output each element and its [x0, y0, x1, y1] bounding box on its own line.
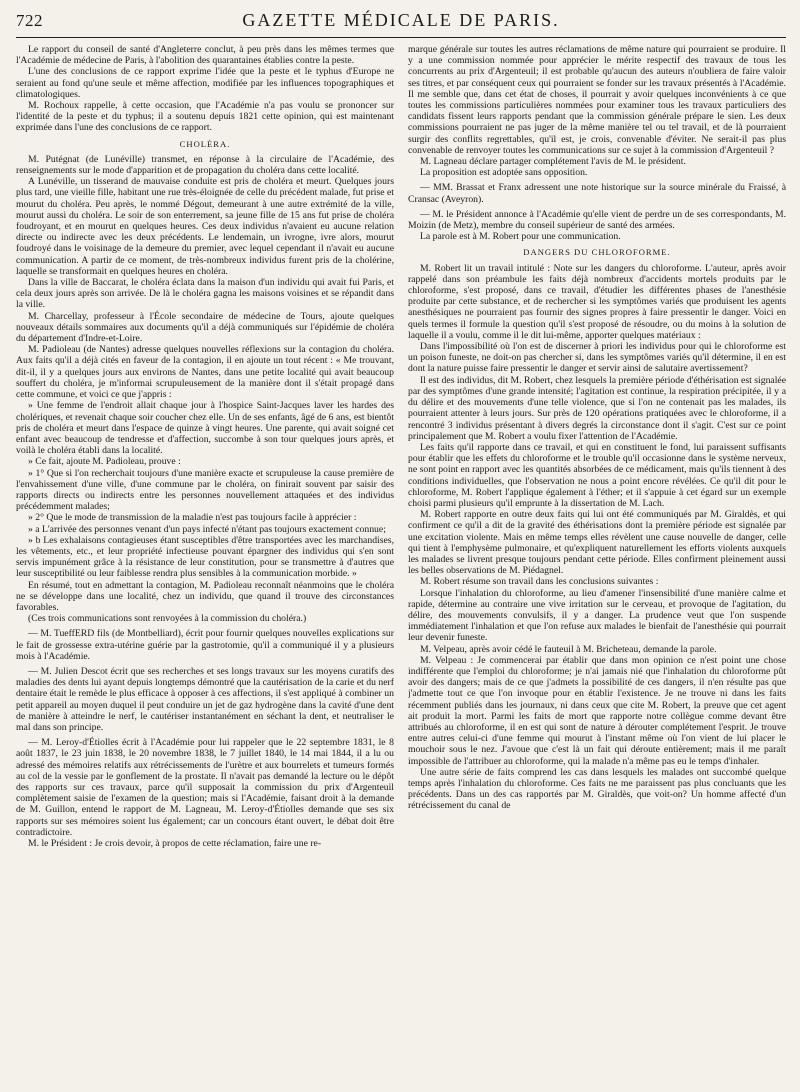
- paragraph: Une autre série de faits comprend les cas dans lesquels les malades ont succombé quelque temps après l'inhalation du chloroforme. Ces faits ne me paraissent pas plus concluants que les précédents. Dans un des cas rapportés par M. Giraldès, que voit-on? Un homme affecté d'un rétrécissement du canal de: [408, 766, 786, 812]
- paragraph: » Ce fait, ajoute M. Padioleau, prouve :: [28, 456, 181, 468]
- section-heading-chloroform: DANGERS DU CHLOROFORME.: [523, 247, 671, 258]
- paragraph: — M. TueffERD fils (de Montbelliard), écrit pour fournir quelques nouvelles explications sur le fait de grossesse extra-utérine guérie par la gastrotomie, qu'il a communiqué il y a plusieurs mois à l'Académie.: [16, 628, 394, 662]
- paragraph: M. Charcellay, professeur à l'École secondaire de médecine de Tours, ajoute quelques nouveaux détails sommaires aux documents qu'il a déjà communiqués sur l'épidémie de choléra du département d'Indre-et-Loire.: [16, 310, 394, 345]
- right-column: [408, 44, 786, 1090]
- paragraph: — M. Julien Descot écrit que ses recherches et ses longs travaux sur les moyens curatifs des maladies des dents lui ayant depuis longtemps démontré que la cautérisation de la carie et du nerf dentaire était le remède le plus efficace à opposer à ces affections, il s'est appliqué à combiner un petit appareil au moyen duquel il peut conduire un jet de gaz hydrogène dans la cavité d'une dent de manière à atteindre le nerf, le cautériser instantanément en séchant la dent, et neutraliser le mal dans son principe.: [16, 665, 394, 733]
- paragraph: M. Robert lit un travail intitulé : Note sur les dangers du chloroforme. L'auteur, après avoir rappelé dans son préambule les faits déjà nombreux d'accidents mortels produits par le chloroforme, s'est proposé, dans ce travail, d'étudier les différentes phases de l'anesthésie produite par cette substance, et de rechercher si les symptômes variés que produisent les agents anesthésiques ne pourraient pas fournir des signes propres à faire pressentir le danger. Voici en quels termes il formule la question qu'il s'est proposé de résoudre, ou du moins à la solution de laquelle il a voulu, comme il le dit lui-même, apporter quelques matériaux :: [408, 262, 786, 341]
- paragraph: » 1° Que si l'on recherchait toujours d'une manière exacte et scrupuleuse la cause première de l'envahissement d'une ville, d'une commune par le choléra, on finirait souvent par saisir des rapports directs ou indirects entre les personnes nouvellement attaquées et des individus précédemment malades;: [16, 467, 394, 513]
- paragraph: Lorsque l'inhalation du chloroforme, au lieu d'amener l'insensibilité d'une manière calme et rapide, détermine au contraire une vive irritation sur le cerveau, et provoque de l'agitation, du délire, des mouvements convulsifs, il y a danger. La prudence veut que l'on suspende immédiatement l'inhalation et que l'on refuse aux malades le bienfait de l'anesthésie qui pourrait leur devenir funeste.: [408, 587, 786, 644]
- left-column: [16, 44, 394, 1090]
- paragraph: M. Velpeau : Je commencerai par établir que dans mon opinion ce n'est point une chose indifférente que l'emploi du chloroforme; je n'ai jamais nié que l'inhalation du chloroforme pût avoir des dangers; mais de ce que j'admets la possibilité de ces dangers, il n'en résulte pas que j'admette tout ce que l'on invoque pour en établir l'existence. Je ne trouve ni dans les faits récemment publiés dans les journaux, ni dans ceux que cite M. Robert, la preuve que cet agent ait produit la mort. Parmi les faits de mort que rapporte notre collègue comme devant être attribués au chloroforme, il en est qui sont de nature à dérouter complétement l'esprit. Je trouve entre autres celui-ci d'une femme qui mourut à l'instant même où l'on vient de lui placer le mouchoir sous le nez. J'avoue que c'est là un fait qui déroute entièrement; mais il me paraît impossible de l'attribuer au chloroforme, qui la malade n'a même pas eu le temps d'inhaler.: [408, 654, 786, 767]
- page-number: 722: [16, 11, 43, 30]
- paragraph: Dans l'impossibilité où l'on est de discerner à priori les individus pour qui le chloroforme est un poison funeste, ne doit-on pas chercher si, dans les symptômes variés qu'il détermine, il en est dont la nature puisse faire pressentir le danger et servir ainsi de salutaire avertissement?: [408, 341, 786, 375]
- paragraph: » 2° Que le mode de transmission de la maladie n'est pas toujours facile à apprécier :: [28, 512, 357, 524]
- paragraph: » b Les exhalaisons contagieuses étant susceptibles d'être transportées avec les marchandises, les vêtements, etc., et leur propriété infectieuse pouvant épargner des individus qui s'en sont servis impunément grâce à la résistance de leur constitution, pour se transmettre à d'autres que leur susceptibilité ou leur faiblesse rendra plus sensibles à la communication morbide. »: [16, 534, 394, 580]
- paragraph: M. le Président : Je crois devoir, à propos de cette réclamation, faire une re-: [28, 838, 322, 850]
- paragraph: A Lunéville, un tisserand de mauvaise conduite est pris de choléra et meurt. Quelques jours plus tard, une vieille fille, habitant une rue très-éloignée de celle du précédent malade, fut prise et mourut du choléra. Peu après, le nommé Dégout, demeurant à une autre extrémité de la ville, mourut aussi du choléra. Le soir de son enterrement, sa jeune fille de 15 ans fut prise de choléra foudroyant, et en mourut en quelques heures. Ces deux individus n'avaient eu aucune relation directe ou indirecte avec les deux précédents. Le lendemain, un ivrogne, ivre alors, mourut foudroyé dans le voisinage de la demeure du premier, avec lequel cependant il n'avait eu aucune communication. A partir de ce moment, de très-nombreux individus furent pris de la cholérine, laquelle se transformait en quelques heures en choléra.: [16, 176, 394, 277]
- paragraph: (Ces trois communications sont renvoyées à la commission du choléra.): [28, 613, 307, 625]
- paragraph: — MM. Brassat et Franx adressent une note historique sur la source minérale du Fraissé, à Cransac (Aveyron).: [408, 182, 786, 205]
- paragraph: M. Robert rapporte en outre deux faits qui lui ont été communiqués par M. Giraldès, et qui confirment ce qu'il a dit de la gravité des éthérisations dont la première période est signalée par une excitation violente. Mais en même temps elles révèlent une cause nouvelle de danger, celle qui tient à l'emphysème pulmonaire, et qu'expliquent naturellement les efforts violents auxquels les malades se livrent presque toujours pendant cette période. Elles confirment pleinement aussi les belles observations de M. Piédagnel.: [408, 509, 786, 577]
- paragraph: L'une des conclusions de ce rapport exprime l'idée que la peste et le typhus d'Europe ne seraient au fond qu'une seule et même affection, modifiée par les influences topographiques et climatologiques.: [16, 66, 394, 100]
- paragraph: Les faits qu'il rapporte dans ce travail, et qui en constituent le fond, lui paraissent suffisants pour établir que les effets du chloroforme et le trouble qu'il occasionne dans le système nerveux, ne sont point en rapport avec les quantités absorbées de ce médicament, mais qu'ils tiennent à des conditions individuelles, que l'observation ne nous a point encore révélées. Ce qu'il dit pour le chloroforme, M. Robert l'applique également à l'éther; et il s'appuie à cet égard sur un exemple choisi parmi plusieurs qu'il emprunte à la dissertation de M. Lach.: [408, 441, 786, 509]
- paragraph: M. Robert résume son travail dans les conclusions suivantes :: [420, 576, 659, 588]
- paragraph: La parole est à M. Robert pour une communication.: [420, 231, 621, 243]
- paragraph: » a L'arrivée des personnes venant d'un pays infecté n'étant pas toujours exactement connue;: [28, 523, 386, 535]
- journal-title: GAZETTE MÉDICALE DE PARIS.: [242, 10, 560, 30]
- page-header: [16, 10, 786, 38]
- paragraph: La proposition est adoptée sans opposition.: [420, 167, 588, 179]
- section-heading-cholera: CHOLÉRA.: [179, 138, 231, 149]
- paragraph: M. Velpeau, après avoir cédé le fauteuil à M. Bricheteau, demande la parole.: [420, 643, 717, 655]
- paragraph: M. Putégnat (de Lunéville) transmet, en réponse à la circulaire de l'Académie, des renseignements sur le mode d'apparition et de propagation du choléra dans cette localité.: [16, 153, 394, 177]
- paragraph: — M. le Président annonce à l'Académie qu'elle vient de perdre un de ses correspondants, M. Moizin (de Metz), membre du conseil supérieur de santé des armées.: [408, 208, 786, 232]
- paragraph: En résumé, tout en admettant la contagion, M. Padioleau reconnaît néanmoins que le choléra ne se développe dans une localité, chez un individu, que quand il trouve des circonstances favorables.: [16, 579, 394, 613]
- paragraph: Le rapport du conseil de santé d'Angleterre conclut, à peu près dans les mêmes termes que l'Académie de médecine de Paris, à l'abolition des quarantaines établies contre la peste.: [16, 44, 394, 67]
- paragraph: M. Padioleau (de Nantes) adresse quelques nouvelles réflexions sur la contagion du choléra. Aux faits qu'il a déjà cités en faveur de la contagion, il en ajoute un tout récent : « Me trouvant, dit-il, il y a quelques jours aux environs de Nantes, dans une petite localité qui avait beaucoup souffert du choléra, je m'informai scrupuleusement de la manière dont il s'était propagé dans cette commune, et voici ce que j'appris :: [16, 344, 394, 401]
- paragraph: M. Lagneau déclare partager complétement l'avis de M. le président.: [420, 156, 686, 168]
- paragraph: marque générale sur toutes les autres réclamations de même nature qui pourraient se produire. Il y a une commission nommée pour apprécier le mérite respectif des travaux de tous les concurrents au prix d'Argenteuil; il est probable qu'aucun des auteurs n'oubliera de faire valoir ses titres, et par conséquent ceux qui pourraient se fonder sur les travaux présentés à l'Académie. Il me semble que, dans cet état de choses, il pourrait y avoir quelques inconvénients à ce que toutes les commissions particulières nommées pour examiner tous les travaux particuliers des candidats fissent leurs rapports pendant que la commission générale prépare le sien. Les deux commissions pourraient ne pas juger de la même manière tel ou tel travail, et de là pourraient surgir des conflits regrettables, qu'il est, je crois, convenable d'éviter. Ne serait-il pas plus convenable de renvoyer toutes les communications sur ce sujet à la commission d'Argenteuil ?: [408, 44, 786, 156]
- paragraph: Il est des individus, dit M. Robert, chez lesquels la première période d'éthérisation est signalée par des symptômes d'une grande intensité; l'agitation est continue, la respiration précipitée, il y a du délire et des mouvements d'une telle violence, que si l'on ne contenait pas les malades, ils pourraient attenter à leurs jours. Sur près de 120 opérations pratiquées avec le chloroforme, il a rencontré 3 individus présentant à divers degrés la circonstance dont il s'agit. C'est sur ce point principalement que M. Robert a voulu fixer l'attention de l'Académie.: [408, 374, 786, 442]
- paragraph: » Une femme de l'endroit allait chaque jour à l'hospice Saint-Jacques laver les hardes des cholériques, et revenait chaque soir coucher chez elle. Un de ses enfants, âgé de 6 ans, est bientôt pris de choléra et meurt dans l'espace de quinze à vingt heures. Une parente, qui avait soigné cet enfant avec beaucoup de tendresse et d'affection, succombe à son tour quelques jours après, et voilà le choléra établi dans la localité.: [16, 400, 394, 457]
- paragraph: M. Rochoux rappelle, à cette occasion, que l'Académie n'a pas voulu se prononcer sur l'identité de la peste et du typhus; il a soutenu depuis 1821 cette opinion, qui est maintenant exprimée dans l'une des conclusions de ce rapport.: [16, 100, 394, 134]
- paragraph: — M. Leroy-d'Étiolles écrit à l'Académie pour lui rappeler que le 22 septembre 1831, le 8 août 1837, le 23 juin 1838, le 20 novembre 1838, le 7 juillet 1840, le 14 mai 1844, il a lu ou adressé des mémoires relatifs aux rétrécissements de l'urètre et aux bourrelets et tumeurs formés au col de la vessie par le gonflement de la prostate. Il n'avait pas demandé la lecture ou le dépôt des rapports sur ces travaux, parce qu'il supposait la commission du prix d'Argenteuil complètement saisie de l'examen de la question; mais si l'Académie, faisant droit à la demande de M. Guillon, entend le rapport de M. Lagneau, M. Leroy-d'Étiolles demande que ses six rapports sur ses mémoires soient lus également; car un concours étant ouvert, le débat doit être contradictoire.: [16, 737, 394, 838]
- text-columns: [16, 44, 786, 1090]
- paragraph: Dans la ville de Baccarat, le choléra éclata dans la maison d'un individu qui avait fui Paris, et cela deux jours après son arrivée. De là le choléra gagna les maisons voisines et se répandit dans la ville.: [16, 277, 394, 311]
